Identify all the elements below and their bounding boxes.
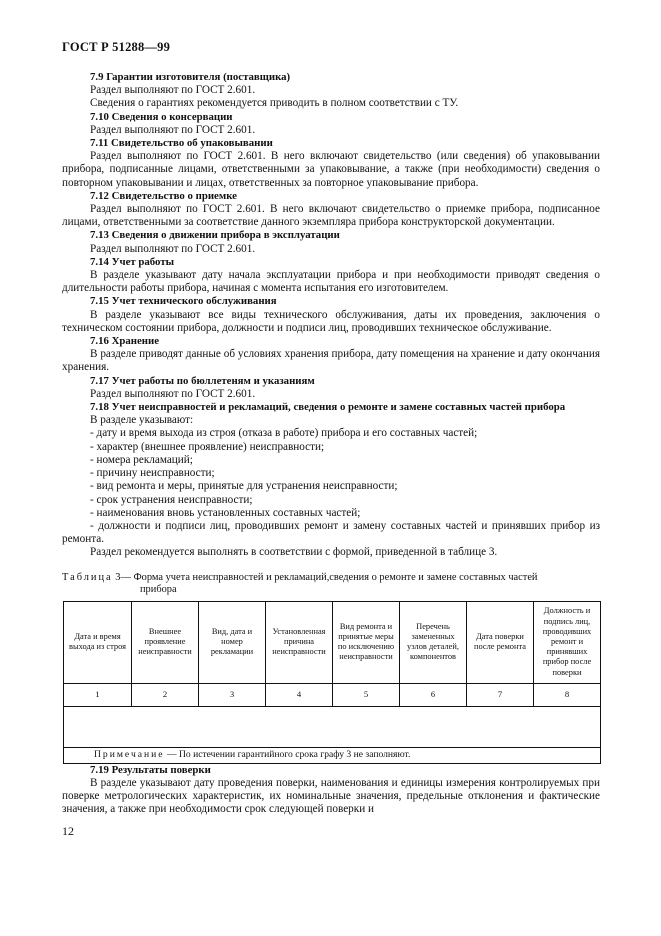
column-header: Перечень замененных узлов деталей, компонентов: [400, 601, 467, 683]
column-header: Дата поверки после ремонта: [467, 601, 534, 683]
table-note-row: [64, 747, 601, 763]
column-number: 2: [132, 683, 199, 706]
list-item: - наименования вновь установленных составных частей;: [90, 506, 361, 519]
page-content: [62, 71, 600, 816]
table-header-row: [64, 601, 601, 683]
section-7-18-intro: В разделе указывают:: [90, 414, 194, 427]
section-7-16-text: В разделе приводят данные об условиях хранения прибора, дату помещения на хранение и дату окончания хранения.: [62, 348, 600, 374]
section-7-17-text: Раздел выполняют по ГОСТ 2.601.: [90, 387, 256, 400]
section-7-14-text: В разделе указывают дату начала эксплуатации прибора и при необходимости приводят сведения о длительности работы прибора, начиная с момента испытания его изготовителем.: [62, 269, 600, 295]
table-empty-row: [64, 706, 601, 747]
page-number: 12: [62, 824, 74, 838]
section-7-11-title: 7.11 Свидетельство об упаковывании: [90, 137, 273, 150]
section-7-12-text: Раздел выполняют по ГОСТ 2.601. В него включают свидетельство о приемке прибора, подписанное лицами, ответственными за соответствие данного экземпляра прибора конструкторской документации.: [62, 203, 600, 229]
column-number: 8: [534, 683, 601, 706]
column-number: 5: [333, 683, 400, 706]
column-number: 7: [467, 683, 534, 706]
section-7-13-text: Раздел выполняют по ГОСТ 2.601.: [90, 242, 256, 255]
note-label: Примечание: [94, 748, 165, 760]
column-number: 6: [400, 683, 467, 706]
column-number: 3: [199, 683, 266, 706]
section-7-11-text: Раздел выполняют по ГОСТ 2.601. В него включают свидетельство (или сведения) об упаковывании прибора, подписанные лицами, ответственными за упаковывание, а также (при необходимости) сведения о повторном упаковывании и лицах, ответственных за повторное упаковывание прибора.: [62, 150, 600, 189]
list-item: - причину неисправности;: [90, 467, 215, 480]
column-header: Установленная причина неисправности: [266, 601, 333, 683]
list-item: - вид ремонта и меры, принятые для устранения неисправности;: [90, 480, 398, 493]
list-item: - дату и время выхода из строя (отказа в работе) прибора и его составных частей;: [90, 427, 478, 440]
list-item: - номера рекламаций;: [90, 453, 193, 466]
section-7-13-title: 7.13 Сведения о движении прибора в эксплуатации: [90, 229, 340, 242]
table-caption-continuation: прибора: [140, 583, 177, 595]
section-7-14-title: 7.14 Учет работы: [90, 255, 175, 268]
section-7-10-text: Раздел выполняют по ГОСТ 2.601.: [90, 123, 256, 136]
table-empty-cell: [64, 706, 601, 747]
table-column-numbers-row: [64, 683, 601, 706]
document-code-header: ГОСТ Р 51288—99: [62, 40, 171, 54]
section-7-9-text-1: Раздел выполняют по ГОСТ 2.601.: [90, 84, 256, 97]
column-header: Вид ремонта и принятые меры по исключению неисправности: [333, 601, 400, 683]
list-item: - срок устранения неисправности;: [90, 493, 253, 506]
column-header: Внешнее проявление неисправности: [132, 601, 199, 683]
section-7-10-title: 7.10 Сведения о консервации: [90, 110, 233, 123]
note-text: — По истечении гарантийного срока графу 3 не заполняют.: [164, 748, 411, 760]
section-7-18-title: 7.18 Учет неисправностей и рекламаций, сведения о ремонте и замене составных частей прибора: [90, 401, 566, 414]
column-header: Дата и время выхода из строя: [64, 601, 132, 683]
table-number: 3: [115, 571, 121, 583]
section-7-9-text-2: Сведения о гарантиях рекомендуется приводить в полном соответствии с ТУ.: [90, 97, 459, 110]
section-7-17-title: 7.17 Учет работы по бюллетеням и указаниям: [90, 374, 315, 387]
section-7-16-title: 7.16 Хранение: [90, 335, 160, 348]
section-7-19-title: 7.19 Результаты поверки: [90, 763, 211, 776]
section-7-12-title: 7.12 Свидетельство о приемке: [90, 189, 237, 202]
section-7-18-outro: Раздел рекомендуется выполнять в соответствии с формой, приведенной в таблице 3.: [90, 546, 498, 559]
section-7-19-text: В разделе указывают дату проведения поверки, наименования и единицы измерения контролируемых при поверке метрологических характеристик, их номинальные значения, предельные отклонения и фактические значения, а также при необходимости срок следующей поверки и: [62, 776, 600, 816]
section-7-9-title: 7.9 Гарантии изготовителя (поставщика): [90, 71, 291, 83]
table-note: [64, 747, 601, 763]
table-3-form: [63, 601, 601, 764]
column-number: 4: [266, 683, 333, 706]
list-item: - характер (внешнее проявление) неисправности;: [90, 440, 325, 453]
list-item: - должности и подписи лиц, проводивших ремонт и замену составных частей и принявших прибор из ремонта.: [62, 519, 600, 546]
column-header: Вид, дата и номер рекламации: [199, 601, 266, 683]
table-3-caption: [62, 572, 602, 596]
column-number: 1: [64, 683, 132, 706]
table-label: Таблица: [62, 571, 113, 583]
section-7-15-text: В разделе указывают все виды технического обслуживания, даты их проведения, заключения о техническом состоянии прибора, должности и подписи лиц, проводивших техническое обслуживание.: [62, 308, 600, 334]
section-7-15-title: 7.15 Учет технического обслуживания: [90, 295, 277, 308]
table-caption-text: — Форма учета неисправностей и рекламаций,сведения о ремонте и замене составных частей: [120, 571, 538, 583]
column-header: Должность и подпись лиц, проводивших ремонт и принявших прибор после поверки: [534, 601, 601, 683]
